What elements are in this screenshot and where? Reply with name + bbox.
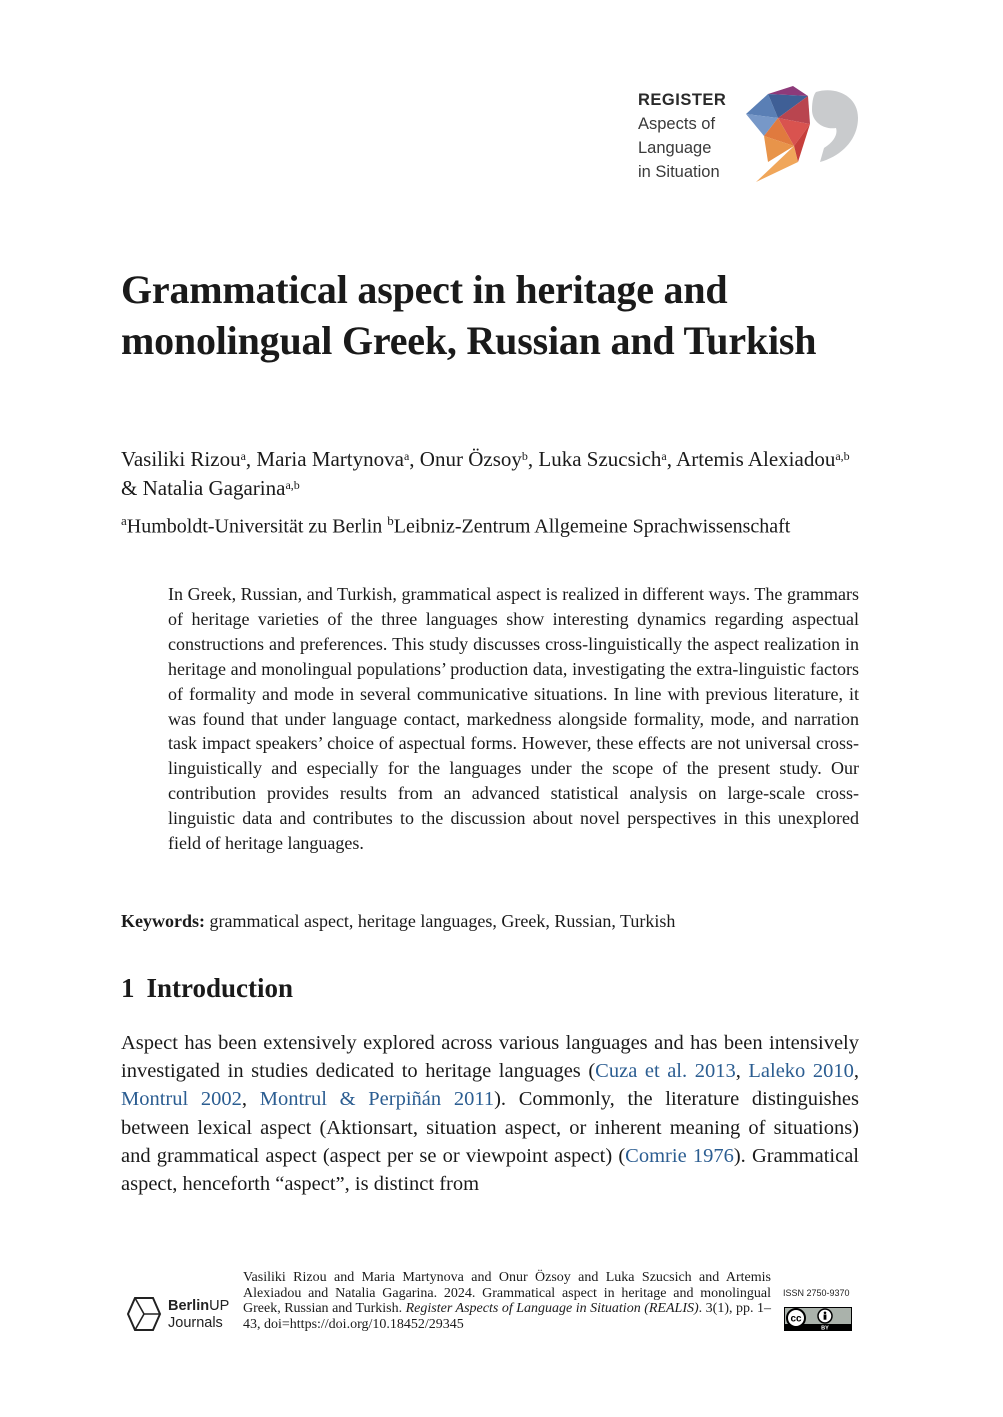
keywords-text: grammatical aspect, heritage languages, Greek, Russian, Turkish — [209, 911, 676, 931]
journal-logo-line2: Aspects of — [638, 115, 716, 133]
author-name: Luka Szucsich — [538, 447, 662, 471]
citation-link[interactable]: Laleko 2010 — [748, 1060, 854, 1083]
author-name: Maria Martynova — [256, 447, 404, 471]
journal-logo-line3: Language — [638, 139, 712, 157]
author-separator: , — [527, 447, 539, 471]
intro-text: , — [853, 1060, 859, 1083]
intro-text: , — [735, 1060, 749, 1083]
author-name: Natalia Gagarina — [142, 476, 286, 500]
journal-logo — [638, 84, 868, 184]
keywords-label: Keywords: — [121, 911, 205, 931]
author-affiliation-mark: a,b — [835, 449, 850, 463]
author-affiliation-mark: a — [240, 449, 246, 463]
author-list — [121, 445, 861, 503]
citation-journal: Register Aspects of Language in Situation (REALIS) — [405, 1301, 699, 1316]
journal-logo-register: REGISTER — [638, 91, 727, 109]
by-text: BY — [821, 1325, 829, 1331]
abstract: In Greek, Russian, and Turkish, grammatical aspect is realized in different ways. The grammars of heritage varieties of the three languages show interesting dynamics regarding aspectual constructions and preferences. This study discusses cross-linguistically the aspect realization in heritage and monolingual populations’ production data, investigating the extra-linguistic factors of formality and mode in several communicative situations. In line with previous literature, it was found that under language contact, markedness alongside formality, mode, and narration task impact speakers’ choice of aspectual forms. However, these effects are not universal cross-linguistically and especially for the languages under the scope of the present study. Our contribution provides results from an advanced statistical analysis on large-scale cross-linguistic data and contributes to the discussion about novel perspectives in this unexplored field of heritage languages. — [168, 584, 859, 854]
author-name: Onur Özsoy — [419, 447, 522, 471]
cc-by-license-icon[interactable] — [784, 1307, 852, 1331]
citation-text: Vasiliki Rizou and Maria Martynova and Onur Özsoy and Luka Szucsich and Artemis Alexiadou and Natalia Gagarina. 2024. Grammatical aspect in heritage and monolingual Greek, Russian and Turkish. — [243, 1270, 771, 1316]
keywords — [121, 909, 861, 933]
author-name: Vasiliki Rizou — [121, 447, 241, 471]
author-separator: , — [409, 447, 420, 471]
publisher-name-bold: Berlin — [168, 1298, 210, 1314]
author-separator: & — [121, 476, 143, 500]
author-separator: , — [666, 447, 677, 471]
footer-citation — [243, 1270, 771, 1332]
intro-text: , — [241, 1088, 260, 1111]
section-title: Introduction — [146, 973, 294, 1003]
cc-text: cc — [790, 1313, 802, 1325]
journal-logo-text — [638, 88, 726, 184]
section-heading — [121, 973, 293, 1004]
journal-logo-line4: in Situation — [638, 163, 720, 181]
publisher-name-rest: UP — [209, 1298, 230, 1314]
author-affiliation-mark: a — [661, 449, 667, 463]
affiliation-b-mark: b — [387, 513, 394, 528]
section-number: 1 — [121, 973, 135, 1003]
publisher-line2: Journals — [168, 1315, 223, 1331]
author-separator: , — [245, 447, 257, 471]
citation-link[interactable]: Cuza et al. 2013 — [595, 1060, 736, 1083]
publisher-name — [168, 1298, 229, 1332]
intro-text: ). Commonly, the literature distinguishes between lexical aspect (Aktionsart, situation aspect, or inherent meaning of situations) and grammatical aspect (aspect per se or viewpoint aspect) ( — [121, 1088, 859, 1167]
intro-text: Aspect has been extensively explored across various languages and has been intensively investigated in studies dedicated to heritage languages ( — [121, 1032, 859, 1083]
citation-link[interactable]: Comrie 1976 — [625, 1144, 734, 1167]
intro-text: ). Grammatical aspect, henceforth “aspect”, is distinct from — [121, 1144, 859, 1196]
publisher-logo — [126, 1296, 236, 1336]
author-name: Artemis Alexiadou — [676, 447, 836, 471]
citation-doi: . 3(1), pp. 1–43, doi=https://doi.org/10.18452/29345 — [243, 1301, 772, 1332]
affiliations — [121, 507, 861, 541]
author-affiliation-mark: a — [403, 449, 410, 463]
quote-mark-logo-icon — [738, 84, 863, 184]
affiliation-a: Humboldt-Universität zu Berlin — [126, 515, 383, 538]
paper-title: Grammatical aspect in heritage and monolingual Greek, Russian and Turkish — [121, 267, 817, 363]
author-affiliation-mark: a,b — [285, 478, 300, 492]
affiliation-a-mark: a — [121, 513, 127, 528]
issn: ISSN 2750-9370 — [783, 1288, 850, 1298]
author-affiliation-mark: b — [521, 449, 528, 463]
affiliation-b: Leibniz-Zentrum Allgemeine Sprachwissenschaft — [393, 515, 791, 538]
cube-icon — [126, 1296, 162, 1332]
intro-paragraph — [121, 1029, 859, 1198]
citation-link[interactable]: Montrul 2002 — [121, 1088, 242, 1111]
citation-link[interactable]: Montrul & Perpiñán 2011 — [259, 1088, 495, 1111]
